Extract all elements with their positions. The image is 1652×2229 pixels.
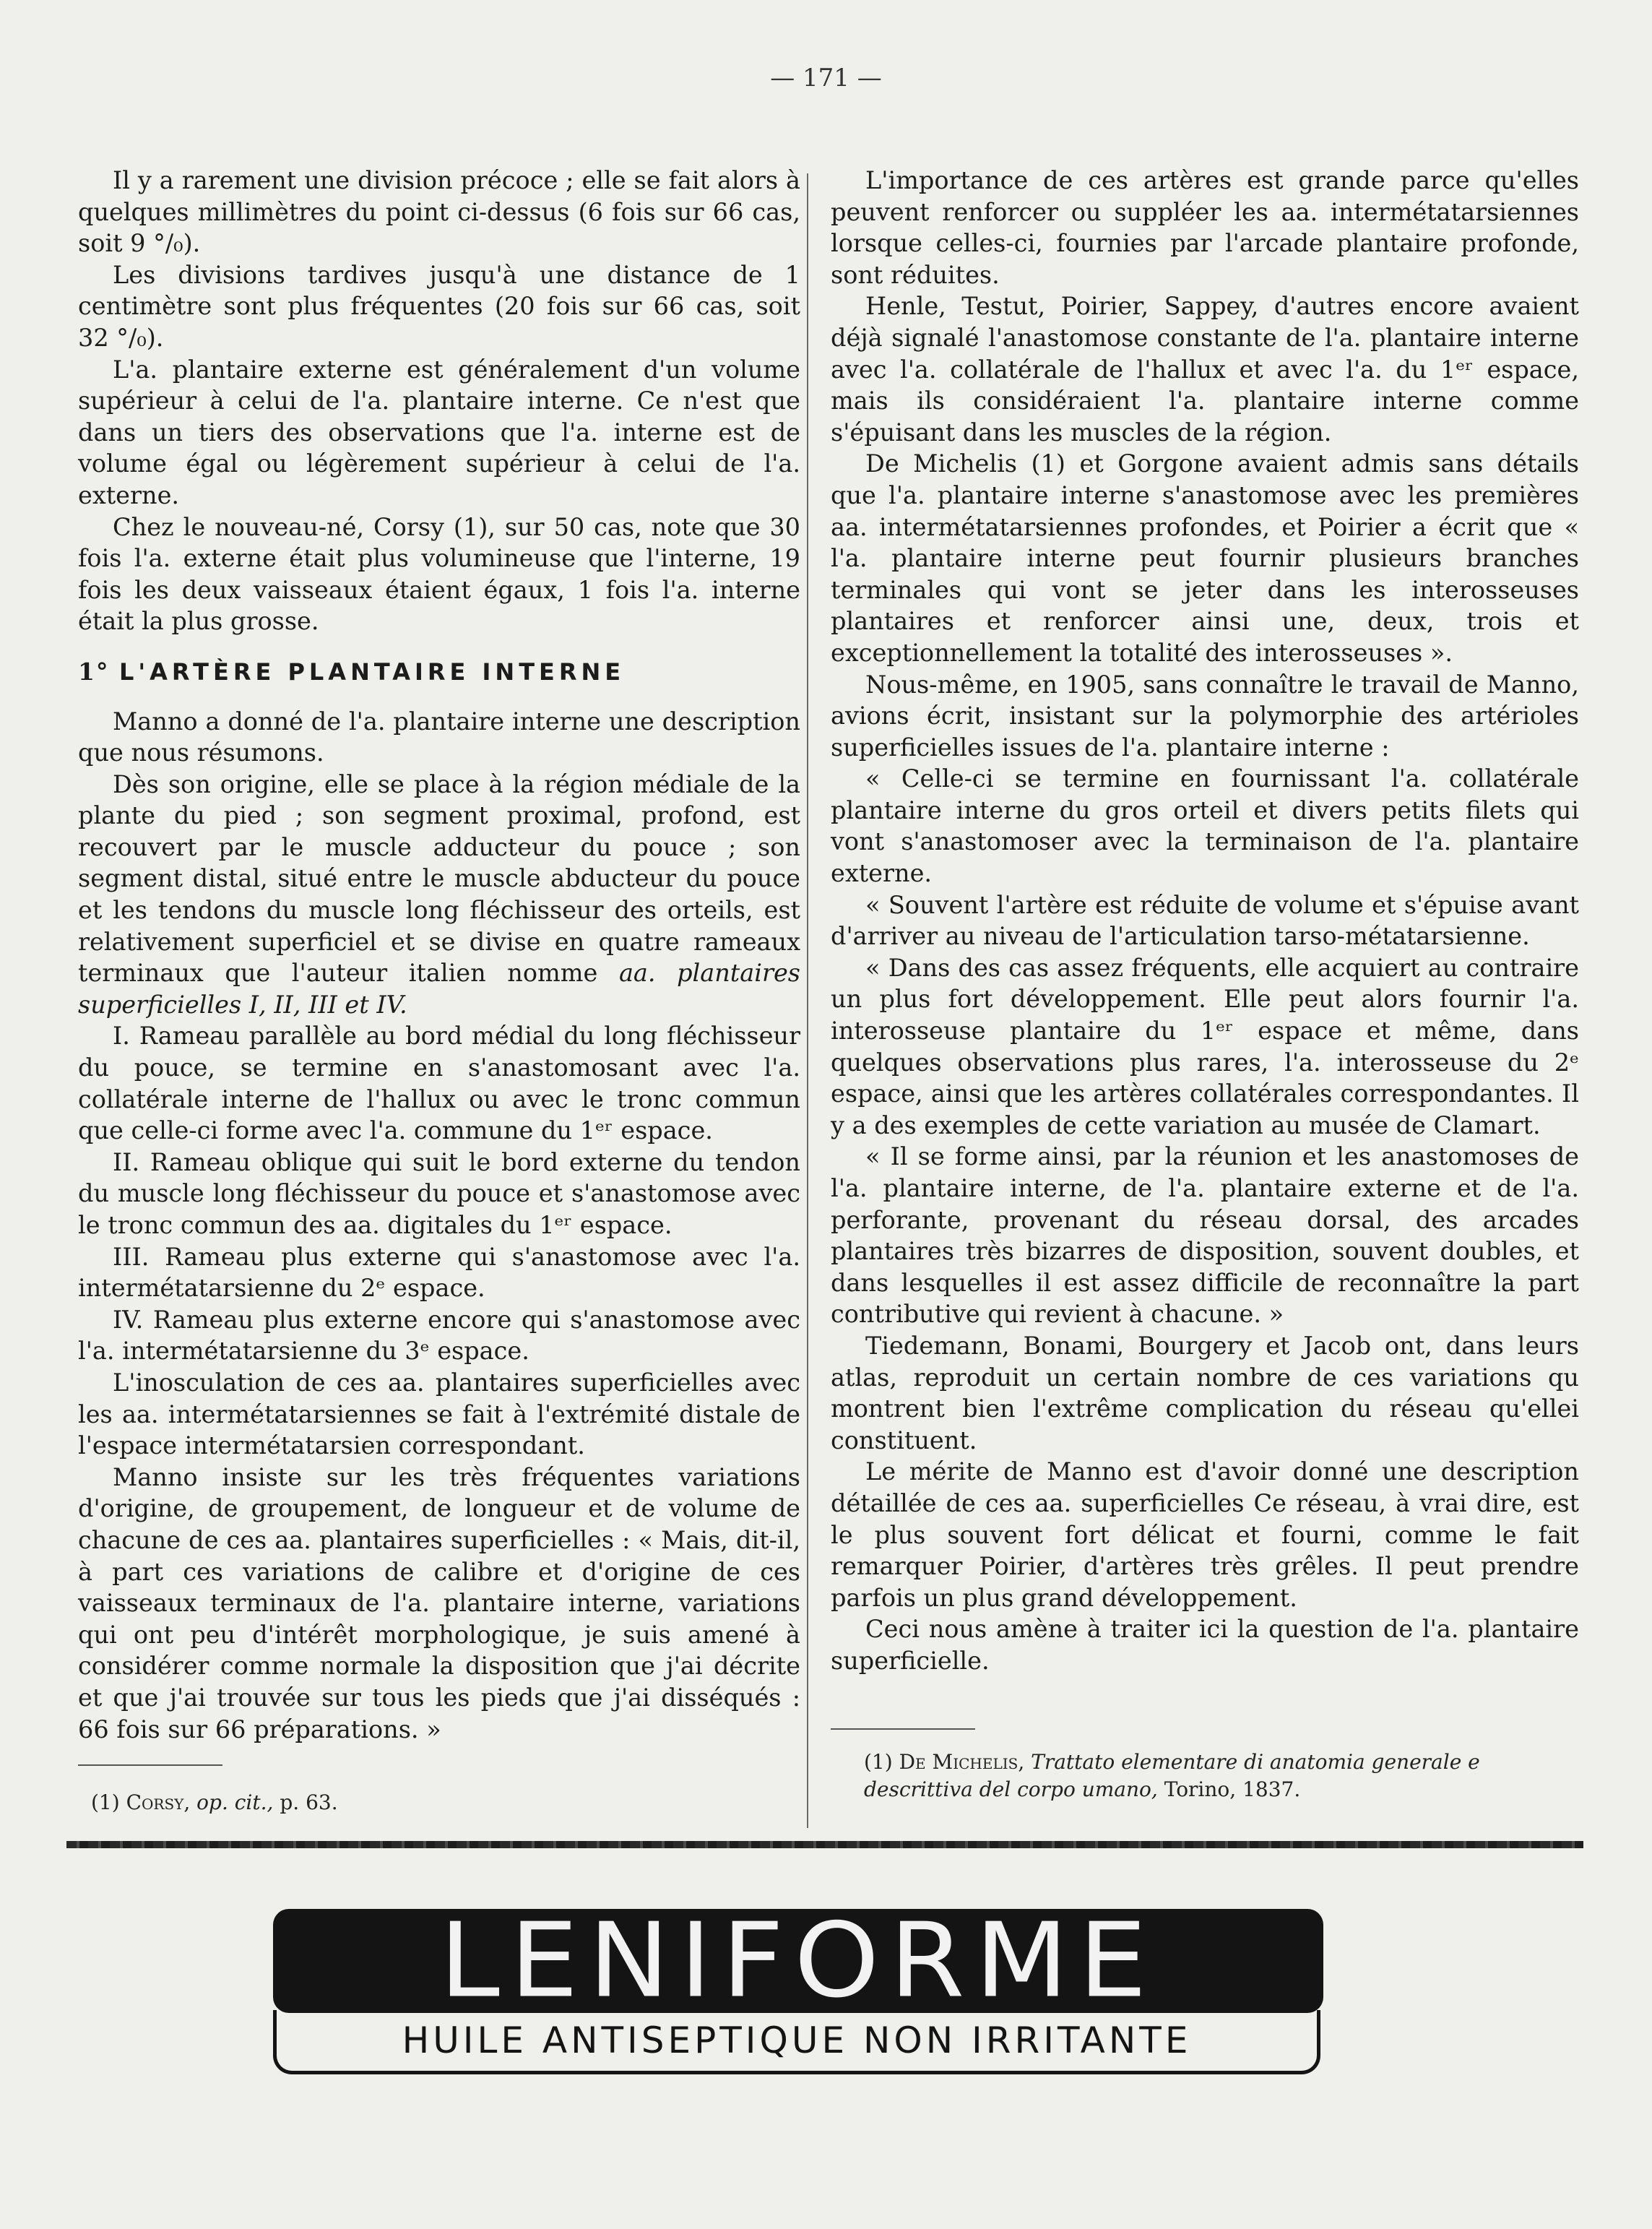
paragraph: Henle, Testut, Poirier, Sappey, d'autres encore avaient déjà signalé l'anastomose constante de l'a. plantaire interne avec l'a. collatérale de l'hallux et avec l'a. du 1ᵉʳ espace, mais ils considéraient l'a. plantaire interne comme s'épuisant dans les muscles de la région. [831, 292, 1579, 447]
ad-tagline: HUILE ANTISEPTIQUE NON IRRITANTE [402, 2019, 1192, 2061]
footnote-italic: op. cit., [196, 1790, 274, 1814]
footnote-right [864, 1749, 1586, 1803]
paragraph: Il y a rarement une division précoce ; elle se fait alors à quelques millimètres du point ci-dessus (6 fois sur 66 cas, soit 9 °/₀). [78, 166, 800, 258]
paragraph: Chez le nouveau-né, Corsy (1), sur 50 cas, note que 30 fois l'a. externe était plus volumineuse que l'interne, 19 fois les deux vaisseaux étaient égaux, 1 fois l'a. interne était la plus grosse. [78, 512, 800, 636]
paragraph: L'inosculation de ces aa. plantaires superficielles avec les aa. intermétatarsiennes se fait à l'extrémité distale de l'espace intermétatarsien correspondant. [78, 1368, 800, 1460]
section-heading [78, 656, 800, 689]
paragraph: III. Rameau plus externe qui s'anastomose avec l'a. intermétatarsienne du 2ᵉ espace. [78, 1242, 800, 1303]
section-title: L'ARTÈRE PLANTAIRE INTERNE [118, 658, 626, 686]
paragraph: IV. Rameau plus externe encore qui s'anastomose avec l'a. intermétatarsienne du 3ᵉ espace. [78, 1305, 800, 1366]
footnote-author: De Michelis, [899, 1750, 1025, 1774]
paragraph: Tiedemann, Bonami, Bourgery et Jacob ont, dans leurs atlas, reproduit un certain nombre de ces variations qu montrent bien l'extrême complication du réseau qu'ellei constituent. [831, 1331, 1579, 1454]
paragraph: L'a. plantaire externe est généralement d'un volume supérieur à celui de l'a. plantaire interne. Ce n'est que dans un tiers des observations que l'a. interne est de volume égal ou légèrement supérieur à celui de l'a. externe. [78, 355, 800, 509]
paragraph: Les divisions tardives jusqu'à une distance de 1 centimètre sont plus fréquentes (20 fois sur 66 cas, soit 32 °/₀). [78, 260, 800, 352]
paragraph-text: Dès son origine, elle se place à la région médiale de la plante du pied ; son segment proximal, profond, est recouvert par le muscle adducteur du pouce ; son segment distal, situé entre le muscle abducteur du pouce et les tendons du muscle long fléchisseur des orteils, est relativement superficiel et se divise en quatre rameaux terminaux que l'auteur italien nomme [78, 769, 800, 988]
paragraph: Le mérite de Manno est d'avoir donné une description détaillée de ces aa. superficielles Ce réseau, à vrai dire, est le plus souvent fort délicat et fourni, comme le fait remarquer Poirier, d'artères très grêles. Il peut prendre parfois un plus grand développement. [831, 1457, 1579, 1612]
paragraph: « Il se forme ainsi, par la réunion et les anastomoses de l'a. plantaire interne, de l'a. plantaire externe et de l'a. perforante, provenant du réseau dorsal, des arcades plantaires très bizarres de disposition, souvent doubles, et dans lesquelles il est assez difficile de reconnaître la part contributive qui revient à chacune. » [831, 1142, 1579, 1329]
footnote-number: (1) [91, 1790, 120, 1814]
paragraph: I. Rameau parallèle au bord médial du long fléchisseur du pouce, se termine en s'anastomosant avec l'a. collatérale interne de l'hallux ou avec le tronc commun que celle-ci forme avec l'a. commune du 1ᵉʳ espace. [78, 1022, 800, 1145]
footnote-author: Corsy, [126, 1790, 191, 1814]
paragraph: « Dans des cas assez fréquents, elle acquiert au contraire un plus fort développement. Elle peut alors fournir l'a. interosseuse plantaire du 1ᵉʳ espace et même, dans quelques observations plus rares, l'a. interosseuse du 2ᵉ espace, ainsi que les artères collatérales correspondantes. Il y a des exemples de cette variation au musée de Clamart. [831, 953, 1579, 1139]
footnote-rule [78, 1764, 222, 1766]
paragraph [78, 769, 800, 1021]
column-divider [807, 173, 808, 1828]
paragraph: Manno insiste sur les très fréquentes variations d'origine, de groupement, de longueur et de volume de chacune de ces aa. plantaires superficielles : « Mais, dit-il, à part ces variations de calibre et d'origine de ces vaisseaux terminaux de l'a. plantaire interne, variations qui ont peu d'intérêt morphologique, je suis amené à considérer comme normale la disposition que j'ai décrite et que j'ai trouvée sur tous les pieds que j'ai disséqués : 66 fois sur 66 préparations. » [78, 1462, 800, 1743]
footnote-text: p. 63. [280, 1790, 338, 1814]
italic-term: aa. plantaires superficielles I, II, III et IV. [78, 959, 800, 1019]
paragraph: L'importance de ces artères est grande parce qu'elles peuvent renforcer ou suppléer les aa. intermétatarsiennes lorsque celles-ci, fournies par l'arcade plantaire profonde, sont réduites. [831, 166, 1579, 289]
paragraph: Manno a donné de l'a. plantaire interne une description que nous résumons. [78, 707, 800, 767]
footnote-number: (1) [864, 1750, 893, 1774]
separator-band [66, 1841, 1583, 1848]
paragraph: Ceci nous amène à traiter ici la question de l'a. plantaire superficielle. [831, 1615, 1579, 1675]
left-column [78, 165, 800, 1745]
ad-brand-name: LENIFORME [439, 1909, 1157, 2013]
paragraph: Nous-même, en 1905, sans connaître le travail de Manno, avions écrit, insistant sur la polymorphie des artérioles superficielles issues de l'a. plantaire interne : [831, 670, 1579, 762]
right-column [831, 165, 1579, 1677]
footnote-left [91, 1789, 784, 1816]
paragraph: « Celle-ci se termine en fournissant l'a. collatérale plantaire interne du gros orteil et divers petits filets qui vont s'anastomoser avec la terminaison de l'a. plantaire externe. [831, 764, 1579, 888]
page-number: — 171 — [770, 64, 882, 92]
paragraph: De Michelis (1) et Gorgone avaient admis sans détails que l'a. plantaire interne s'anastomose avec les premières aa. intermétatarsiennes profondes, et Poirier a écrit que « l'a. plantaire interne peut fournir plusieurs branches terminales qui vont se jeter dans les interosseuses plantaires et renforcer ainsi une, deux, trois et exceptionnellement la totalité des interosseuses ». [831, 449, 1579, 667]
footnote-text: Torino, 1837. [1164, 1777, 1301, 1801]
advertisement-banner [273, 1909, 1323, 2013]
footnote-rule [831, 1728, 975, 1730]
footnote-italic: Trattato elementare di anatomia generale e descrittiva del corpo umano, [864, 1750, 1480, 1801]
paragraph: II. Rameau oblique qui suit le bord externe du tendon du muscle long fléchisseur du pouce et s'anastomose avec le tronc commun des aa. digitales du 1ᵉʳ espace. [78, 1147, 800, 1239]
advertisement-tagline-box [273, 2010, 1320, 2074]
paragraph: « Souvent l'artère est réduite de volume et s'épuise avant d'arriver au niveau de l'articulation tarso-métatarsienne. [831, 890, 1579, 951]
section-number: 1° [78, 657, 110, 686]
